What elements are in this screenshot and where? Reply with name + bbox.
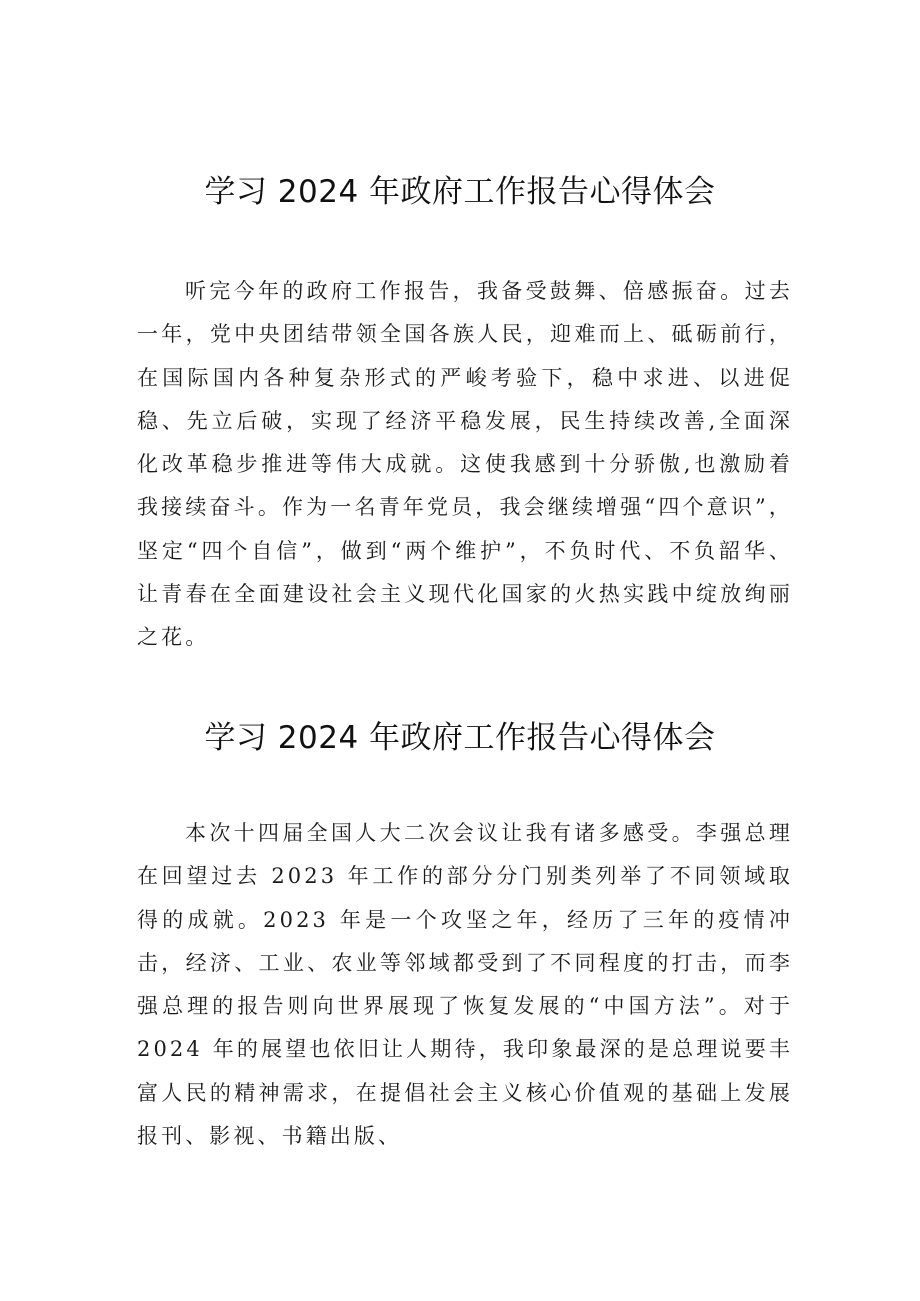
section-2-title: 学习 2024 年政府工作报告心得体会 <box>204 720 716 756</box>
section-1-body: 听完今年的政府工作报告，我备受鼓舞、倍感振奋。过去一年，党中央团结带领全国各族人民，迎难而上、砥砺前行，在国际国内各种复杂形式的严峻考验下，稳中求进、以进促稳、先立后破，实现了经济平稳发展，民生持续改善,全面深化改革稳步推进等伟大成就。这使我感到十分骄傲,也激励着我接续奋斗。作为一名青年党员，我会继续增强“四个意识”，坚定“四个自信”，做到“两个维护”，不负时代、不负韶华、让青春在全面建设社会主义现代化国家的火热实践中绽放绚丽之花。 <box>137 279 793 650</box>
section-2-body: 本次十四届全国人大二次会议让我有诸多感受。李强总理在回望过去 2023 年工作的部分分门别类列举了不同领域取得的成就。2023 年是一个攻坚之年，经历了三年的疫情冲击，经济、工业、农业等邻域都受到了不同程度的打击，而李强总理的报告则向世界展现了恢复发展的“中国方法”。对于 2024 年的展望也依旧让人期待，我印象最深的是总理说要丰富人民的精神需求，在提倡社会主义核心价值观的基础上发展报刊、影视、书籍出版、 <box>137 821 793 1149</box>
section-1-title: 学习 2024 年政府工作报告心得体会 <box>204 174 716 210</box>
